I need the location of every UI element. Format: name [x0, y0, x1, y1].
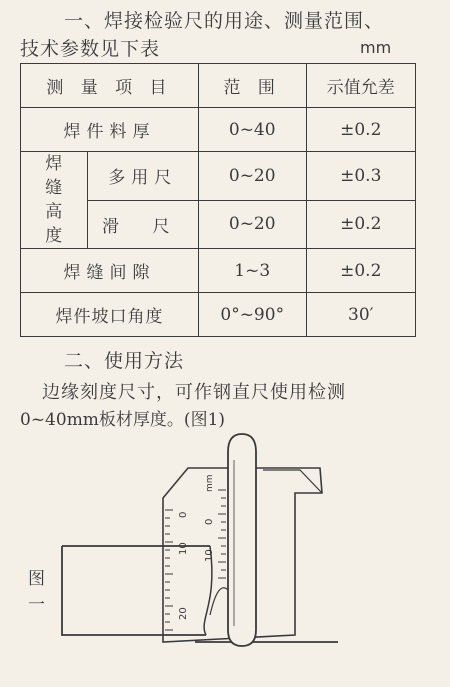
paragraph-line1: 边缘刻度尺寸，可作钢直尺使用检测	[42, 382, 346, 403]
row-tolerance: ±0.2	[306, 200, 415, 249]
group-label: 焊缝高度	[45, 154, 63, 246]
ruler-unit-mark: mm	[205, 474, 215, 492]
row-tolerance: ±0.3	[306, 152, 415, 201]
section-2-title: 二、使用方法	[64, 350, 185, 372]
paragraph-line2: 0~40mm板材厚度。(图1)	[20, 410, 226, 430]
left-scale-ticks	[165, 510, 173, 630]
ruler-number: 10	[204, 549, 215, 562]
figure-label: 图一	[28, 569, 45, 615]
section-1-title-line1: 一、焊接检验尺的用途、测量范围、	[64, 10, 385, 32]
ruler-number: 10	[178, 542, 189, 555]
row-item: 焊件坡口角度	[21, 293, 199, 337]
row-range: 1~3	[198, 249, 306, 293]
right-scale-ticks	[218, 490, 226, 578]
row-range: 0°~90°	[198, 293, 306, 337]
sliding-ruler	[228, 434, 256, 646]
table-row	[21, 249, 416, 293]
row-item: 焊缝间隙	[21, 249, 199, 293]
row-tolerance: 30′	[306, 293, 415, 337]
row-range: 0~20	[198, 200, 306, 249]
row-range: 0~20	[198, 152, 306, 201]
row-tolerance: ±0.2	[306, 249, 415, 293]
header-item: 测 量 项 目	[21, 64, 199, 108]
plate-outline	[62, 546, 210, 635]
section-1-title-line2: 技术参数见下表	[20, 38, 161, 60]
row-item: 焊件料厚	[21, 108, 199, 152]
table-row	[21, 108, 416, 152]
unit-label: mm	[360, 38, 392, 57]
spec-table	[20, 63, 416, 337]
ruler-number: 0	[204, 518, 215, 525]
ruler-number: 0	[178, 511, 189, 518]
row-item: 多用尺	[87, 152, 198, 201]
table-row	[21, 293, 416, 337]
table-header-row	[21, 64, 416, 108]
row-group-weld-height	[21, 152, 88, 249]
figure-1-ruler-diagram	[0, 430, 450, 687]
row-item: 滑 尺	[87, 200, 198, 249]
row-tolerance: ±0.2	[306, 108, 415, 152]
header-range: 范 围	[198, 64, 306, 108]
row-range: 0~40	[198, 108, 306, 152]
weld-bead	[210, 588, 228, 615]
table-row	[21, 152, 416, 201]
ruler-number: 20	[178, 607, 189, 620]
header-tolerance: 示值允差	[306, 64, 415, 108]
